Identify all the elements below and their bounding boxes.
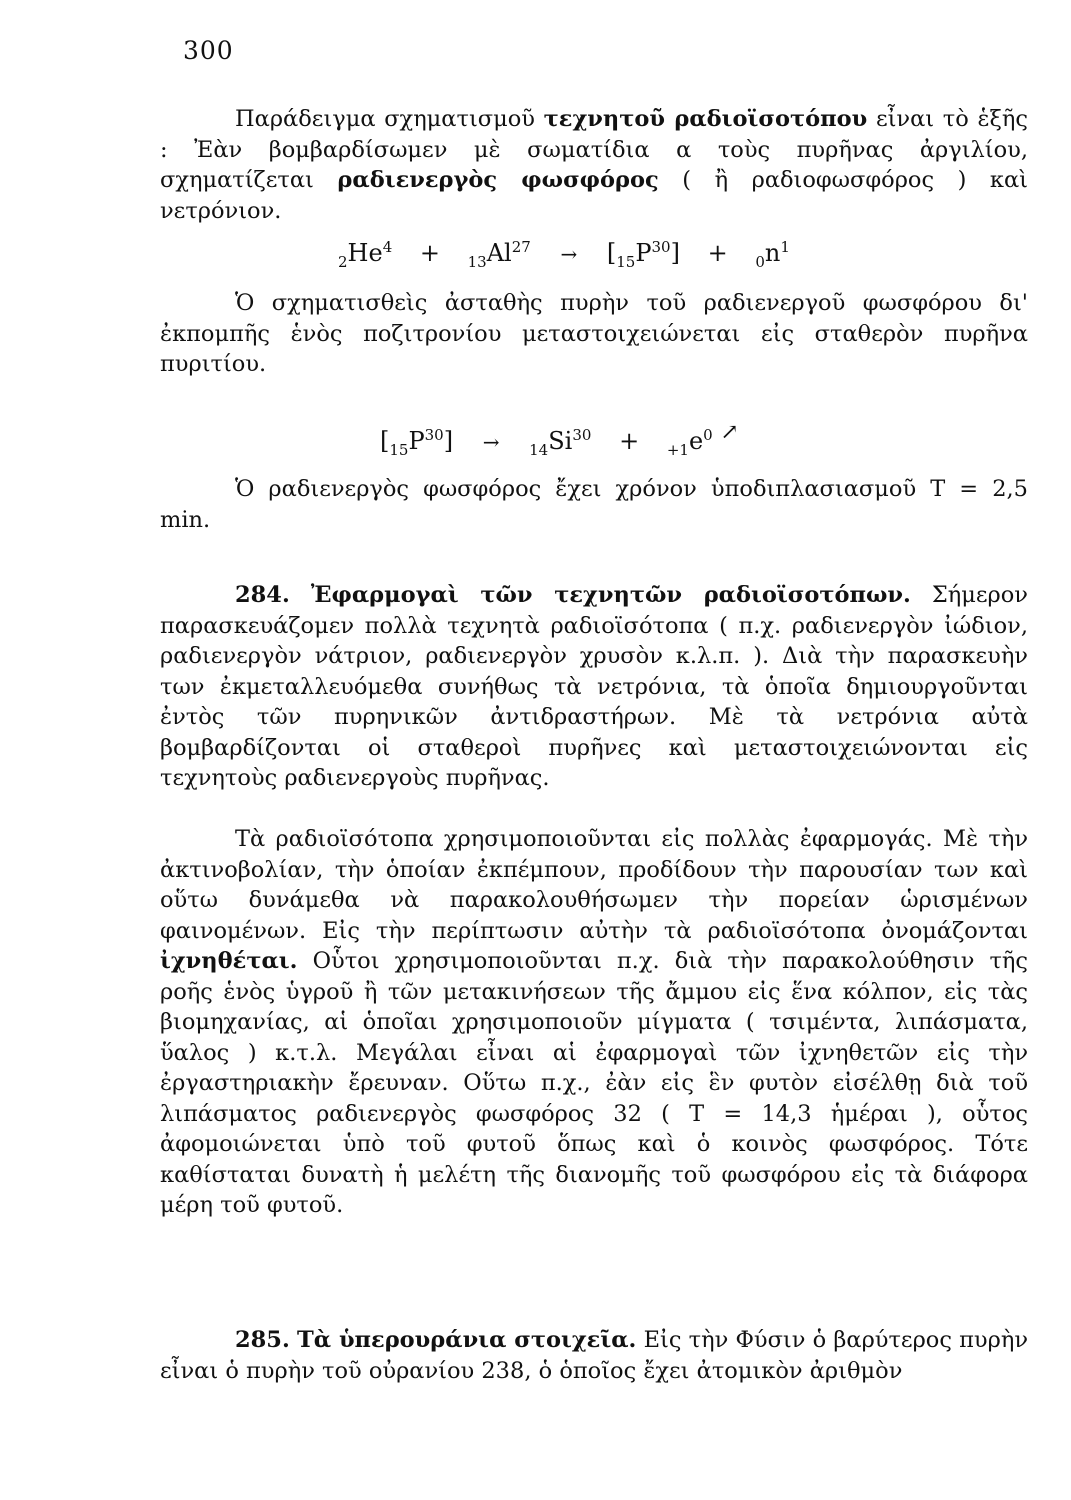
section-285-title: Τὰ ὑπερουράνια στοιχεῖα. (297, 1327, 637, 1353)
half-life-paragraph: Ὁ ραδιενεργὸς φωσφόρος ἔχει χρόνον ὑποδιπλασιασμοῦ T = 2,5 min. (160, 476, 1028, 533)
intro-paragraph: Παράδειγμα σχηματισμοῦ τεχνητοῦ ραδιοϊσοτόπου εἶναι τὸ ἑξῆς : Ἐὰν βομβαρδίσωμεν μὲ σωματίδια α τοὺς πυρῆνας ἀργιλίου, σχηματίζεται ραδιενεργὸς φωσφόρος ( ἢ ραδιοφωσφόρος ) καὶ νετρόνιον. (160, 106, 1029, 224)
section-285-number: 285. (235, 1327, 290, 1353)
term-tracers: ἰχνηθέται. (160, 948, 298, 974)
section-284-text: Σήμερον παρασκευάζομεν πολλὰ τεχνητὰ ραδιοϊσότοπα ( π.χ. ραδιενεργὸν ἰώδιον, ραδιενεργὸν νάτριον, ραδιενεργὸν χρυσὸν κ.λ.π. ). Διὰ τὴν παρασκευὴν των ἐκμεταλλευόμεθα συνήθως τὰ νετρόνια, τὰ ὁποῖα δημιουργοῦνται ἐντὸς τῶν πυρηνικῶν ἀντιδραστήρων. Μὲ τὰ νετρόνια αὐτὰ βομβαρδίζονται οἱ σταθεροὶ πυρῆνες καὶ μεταστοιχειώνονται εἰς τεχνητοὺς ραδιενεργοὺς πυρῆνας. (160, 582, 1028, 791)
nuclear-reaction-equation: $_2He^4 + _{13}Al^{27} \to [_{15}P^{30}] + _0n^1$ (338, 238, 790, 271)
section-284-number: 284. (235, 582, 290, 608)
positron-decay-equation: $[_{15}P^{30}] \to _{14}Si^{30} + _{+1}e^0$ ↗ (380, 420, 739, 459)
page-number: 300 (183, 36, 234, 65)
section-285-text: Εἰς τὴν Φύσιν ὁ βαρύτερος πυρὴν εἶναι ὁ πυρὴν τοῦ οὐρανίου 238, ὁ ὁποῖος ἔχει ἀτομικὸν ἀριθμὸν (160, 1327, 1028, 1384)
section-284 (160, 580, 1028, 794)
positron-emission-paragraph: Ὁ σχηματισθεὶς ἀσταθὴς πυρὴν τοῦ ραδιενεργοῦ φωσφόρου δι' ἐκπομπῆς ἑνὸς ποζιτρονίου μεταστοιχειώνεται εἰς σταθερὸν πυρῆνα πυριτίου. (160, 290, 1028, 377)
tracers-paragraph: Τὰ ραδιοϊσότοπα χρησιμοποιοῦνται εἰς πολλὰς ἐφαρμογάς. Μὲ τὴν ἀκτινοβολίαν, τὴν ὁποίαν ἐκπέμπουν, προδίδουν τὴν παρουσίαν των καὶ οὕτω δυνάμεθα νὰ παρακολουθήσωμεν τὴν πορείαν ὡρισμένων φαινομένων. Εἰς τὴν περίπτωσιν αὐτὴν τὰ ραδιοϊσότοπα ὀνομάζονται ἰχνηθέται. Οὗτοι χρησιμοποιοῦνται π.χ. διὰ τὴν παρακολούθησιν τῆς ροῆς ἑνὸς ὑγροῦ ἢ τῶν μετακινήσεων τῆς ἄμμου εἰς ἕνα κόλπον, εἰς τὰς βιομηχανίας, αἱ ὁποῖαι χρησιμοποιοῦν μίγματα ( τσιμέντα, λιπάσματα, ὕαλος ) κ.τ.λ. Μεγάλαι εἶναι αἱ ἐφαρμογαὶ τῶν ἰχνηθετῶν εἰς τὴν ἐργαστηριακὴν ἔρευναν. Οὕτω π.χ., ἐὰν εἰς ἓν φυτὸν εἰσέλθῃ διὰ τοῦ λιπάσματος ραδιενεργὸς φωσφόρος 32 ( T = 14,3 ἡμέραι ), οὗτος ἀφομοιώνεται ὑπὸ τοῦ φυτοῦ ὅπως καὶ ὁ κοινὸς φωσφόρος. Τότε καθίσταται δυνατὴ ἡ μελέτη τῆς διανομῆς τοῦ φωσφόρου εἰς τὰ διάφορα μέρη τοῦ φυτοῦ. (160, 826, 1028, 1218)
term-artificial-radioisotope: τεχνητοῦ ραδιοϊσοτόπου (543, 106, 868, 132)
section-284-title: Ἐφαρμογαὶ τῶν τεχνητῶν ραδιοϊσοτόπων. (310, 582, 911, 608)
term-radioactive-phosphorus: ραδιενεργὸς φωσφόρος (337, 167, 659, 193)
decay-arrow: → (482, 430, 500, 454)
reaction-arrow: → (560, 242, 578, 266)
emission-arrow-icon: ↗ (720, 420, 739, 445)
section-285 (160, 1325, 1028, 1386)
